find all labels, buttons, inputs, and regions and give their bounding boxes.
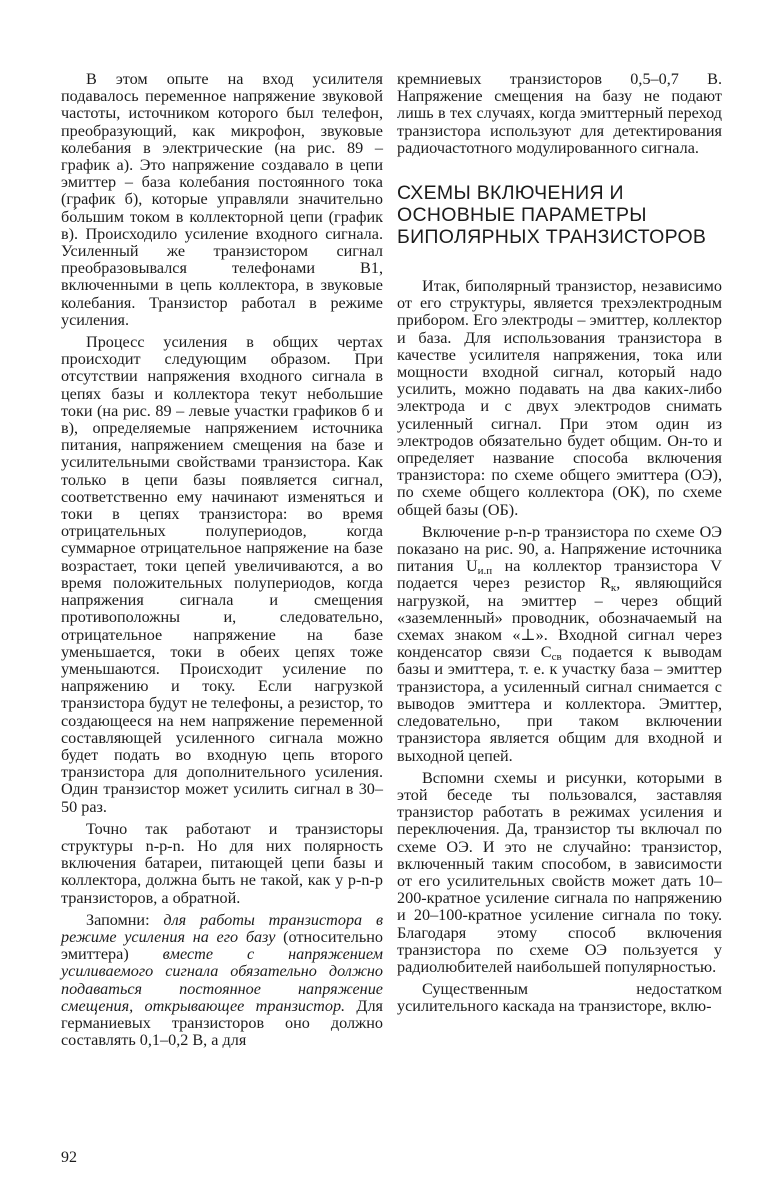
subscript: к [610, 582, 617, 595]
paragraph-remember [61, 912, 383, 1050]
remember-lead: Запомни: [86, 910, 164, 929]
paragraph: Точно так работают и транзисторы структуры n-p-n. Но для них полярность включения батареи, питающей цепи базы и коллектора, должна быть не такой, как у p-n-p транзисторов, а обратной. [61, 819, 383, 907]
text-run: подается к выводам базы и эмиттера, т. е. к участку база – эмиттер транзистора, а усиленный сигнал снимается с выводов эмиттера и коллектора. Эмиттер, следовательно, при таком включении транзистора является общим для входной и выходной цепей. [397, 643, 722, 765]
page-number: 92 [61, 1149, 77, 1166]
italic-rule-part1: для работы транзистора в режиме усиления на его базу [61, 910, 383, 946]
remember-mid: (относительно эмиттера) [61, 927, 383, 964]
subscript: св [551, 651, 562, 664]
section-heading: СХЕМЫ ВКЛЮЧЕНИЯ И ОСНОВНЫЕ ПАРАМЕТРЫ БИПОЛЯРНЫХ ТРАНЗИСТОРОВ [397, 182, 707, 249]
paragraph: Процесс усиления в общих чертах происходит следующим образом. При отсутствии напряжения входного сигнала в цепях базы и коллектора текут небольшие токи (на рис. 89 – левые участки графиков б и в), определяемые напряжением источника питания, напряжением смещения на базе и усилительными свойствами транзистора. Как только в цепи базы появляется сигнал, соответственно ему начинают изменяться и токи в цепях транзистора: во время отрицательных полупериодов, когда суммарное отрицательное напряжение на базе возрастает, токи цепей увеличиваются, а во время положительных полупериодов, когда напряжения сигнала и смещения противоположны и, следовательно, отрицательное напряжение на базе уменьшается, токи в обеих цепях тоже уменьшаются. Происходит усиление по напряжению и току. Если нагрузкой транзистора будут не телефоны, а резистор, то создающееся на нем напряжение переменной составляющей усиленного сигнала можно будет подать во входную цепь второго транзистора для дополнительного усиления. Один транзистор может усилить сигнал в 30–50 раз. [61, 333, 383, 816]
paragraph: В этом опыте на вход усилителя подавалось переменное напряжение звуковой частоты, источником которого был телефон, преобразующий, как микрофон, звуковые колебания в электрические (на рис. 89 – график а). Это напряжение создавало в цепи эмиттер – база колебания постоянного тока (график б), которые управляли значительно бо́льшим током в коллекторной цепи (график в). Происходило усиление входного сигнала. Усиленный же транзистором сигнал преобразовывался телефонами В1, включенными в цепь коллектора, в звуковые колебания. Транзистор работал в режиме усиления. [61, 70, 383, 329]
left-column [61, 71, 383, 1054]
paragraph: Итак, биполярный транзистор, независимо от его структуры, является трехэлектродным прибором. Его электроды – эмиттер, коллектор и база. Для использования транзистора в качестве усилителя напряжения, тока или мощности входной сигнал, который надо усилить, можно подавать на два каких-либо электрода и с двух электродов снимать усиленный сигнал. При этом один из электродов обязательно будет общим. Он-то и определяет название способа включения транзистора: по схеме общего эмиттера (ОЭ), по схеме общего коллектора (ОК), по схеме общей базы (ОБ). [397, 277, 722, 519]
paragraph: Существенным недостатком усилительного каскада на транзисторе, вклю- [397, 980, 722, 1016]
paragraph: Вспомни схемы и рисунки, которыми в этой беседе ты пользовался, заставляя транзистор работать в режимах усиления и переключения. Да, транзистор ты включал по схеме ОЭ. И это не случайно: транзистор, включенный таким способом, в зависимости от его усилительных свойств может дать 10–200-кратное усиление сигнала по напряжению и 20–100-кратное усиление сигнала по току. Благодаря этому способ включения транзистора по схеме ОЭ пользуется у радиолюбителей наибольшей популярностью. [397, 768, 722, 976]
paragraph-continued: кремниевых транзисторов 0,5–0,7 В. Напряжение смещения на базу не подают лишь в тех случаях, когда эмиттерный переход транзистора используют для детектирования радиочастотного модулированного сигнала. [397, 70, 722, 157]
text-run: , являющийся нагрузкой, на эмиттер – через общий «заземленный» проводник, обозначаемый на схемах знаком «⊥». Входной сигнал через конденсатор связи С [397, 574, 722, 662]
paragraph-oe-circuit [397, 524, 722, 765]
text-run: на коллектор транзистора V подается через резистор R [397, 557, 722, 593]
subscript: и.п [477, 565, 493, 578]
right-column [397, 71, 722, 1021]
text-run: Включение p-n-p транзистора по схеме ОЭ показано на рис. 90, а. Напряжение источника питания U [397, 522, 722, 576]
remember-tail: Для германиевых транзисторов оно должно составлять 0,1–0,2 В, а для [61, 996, 383, 1050]
italic-rule-part2: вместе с напряжением усиливаемого сигнала обязательно должно подаваться постоянное напряжение смещения, открывающее транзистор. [61, 945, 383, 1015]
